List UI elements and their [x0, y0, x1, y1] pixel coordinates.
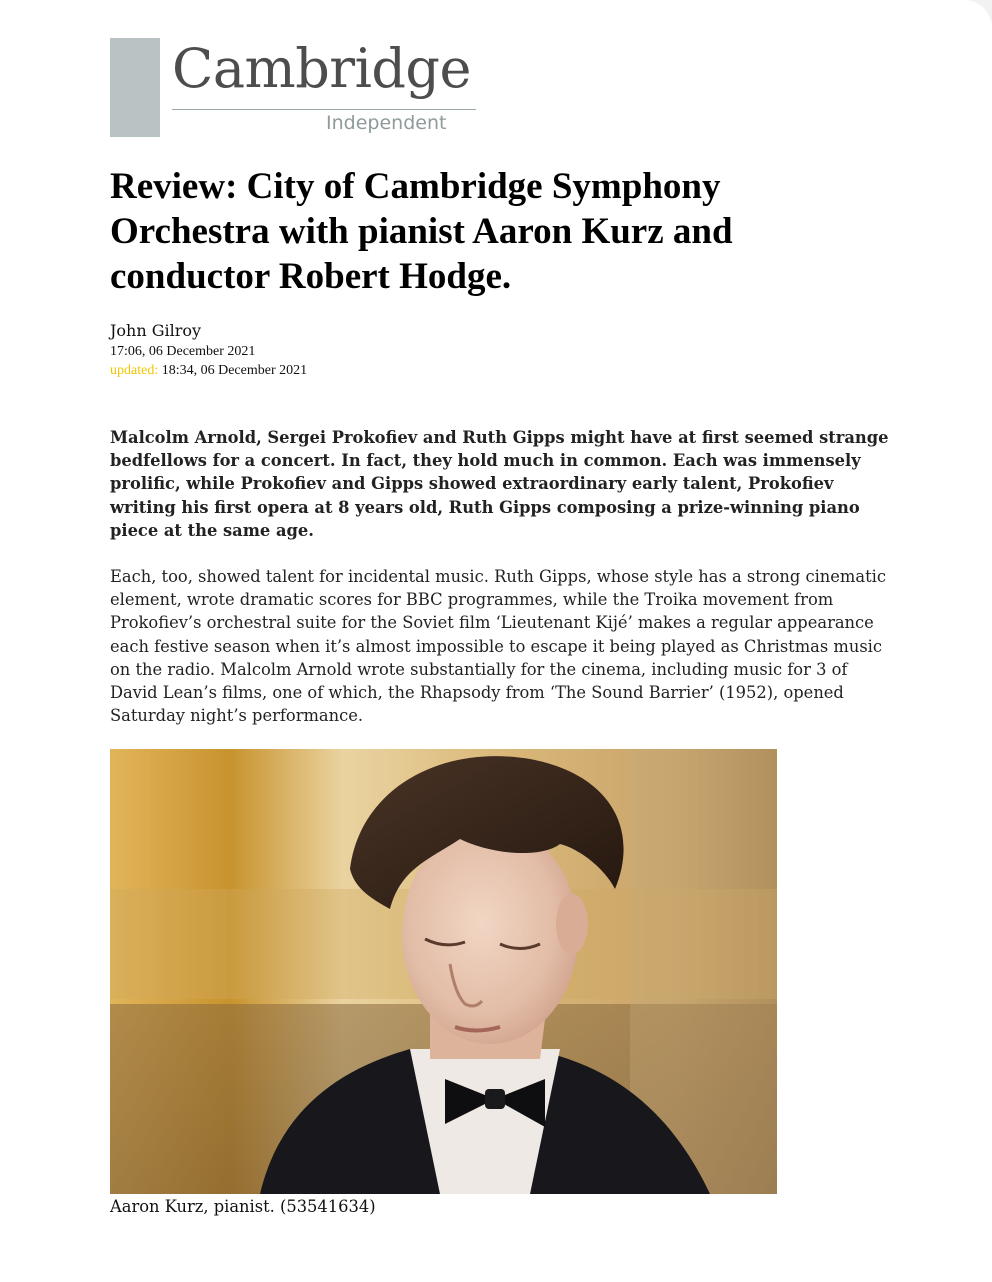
pianist-photo-illustration	[110, 749, 777, 1194]
article-headline: Review: City of Cambridge Symphony Orchestra with pianist Aaron Kurz and conductor Robert Hodge.	[110, 166, 733, 297]
article-lede: Malcolm Arnold, Sergei Prokofiev and Ruth Gipps might have at first seemed strange bedfellows for a concert. In fact, they hold much in common. Each was immensely prolific, while Prokofiev and Gipps showed extraordinary early talent, Prokofiev writing his first opera at 8 years old, Ruth Gipps composing a prize-winning piano piece at the same age.	[110, 428, 889, 540]
photo-caption: Aaron Kurz, pianist. (53541634)	[110, 1197, 376, 1216]
author-name[interactable]: John Gilroy	[110, 321, 202, 340]
updated-date: 18:34, 06 December 2021	[161, 363, 308, 378]
article-paragraph: Each, too, showed talent for incidental music. Ruth Gipps, whose style has a strong cinematic element, wrote dramatic scores for BBC programmes, while the Troika movement from Prokofiev’s orchestral suite for the Soviet film ‘Lieutenant Kijé’ makes a regular appearance each festive season when it’s almost impossible to escape it being played as Christmas music on the radio. Malcolm Arnold wrote substantially for the cinema, including music for 3 of David Lean’s films, one of which, the Rhapsody from ‘The Sound Barrier’ (1952), opened Saturday night’s performance.	[110, 567, 886, 726]
logo-wordmark: Cambridge	[172, 37, 471, 100]
logo-block	[110, 38, 160, 137]
pianist-photo	[110, 749, 777, 1194]
byline	[110, 320, 307, 380]
updated-label: updated:	[110, 363, 159, 378]
logo-rule	[172, 109, 476, 110]
published-date: 17:06, 06 December 2021	[110, 344, 256, 359]
logo-subtitle: Independent	[326, 112, 447, 134]
cambridge-independent-logo[interactable]	[110, 38, 490, 138]
updated-date-line	[110, 361, 307, 380]
